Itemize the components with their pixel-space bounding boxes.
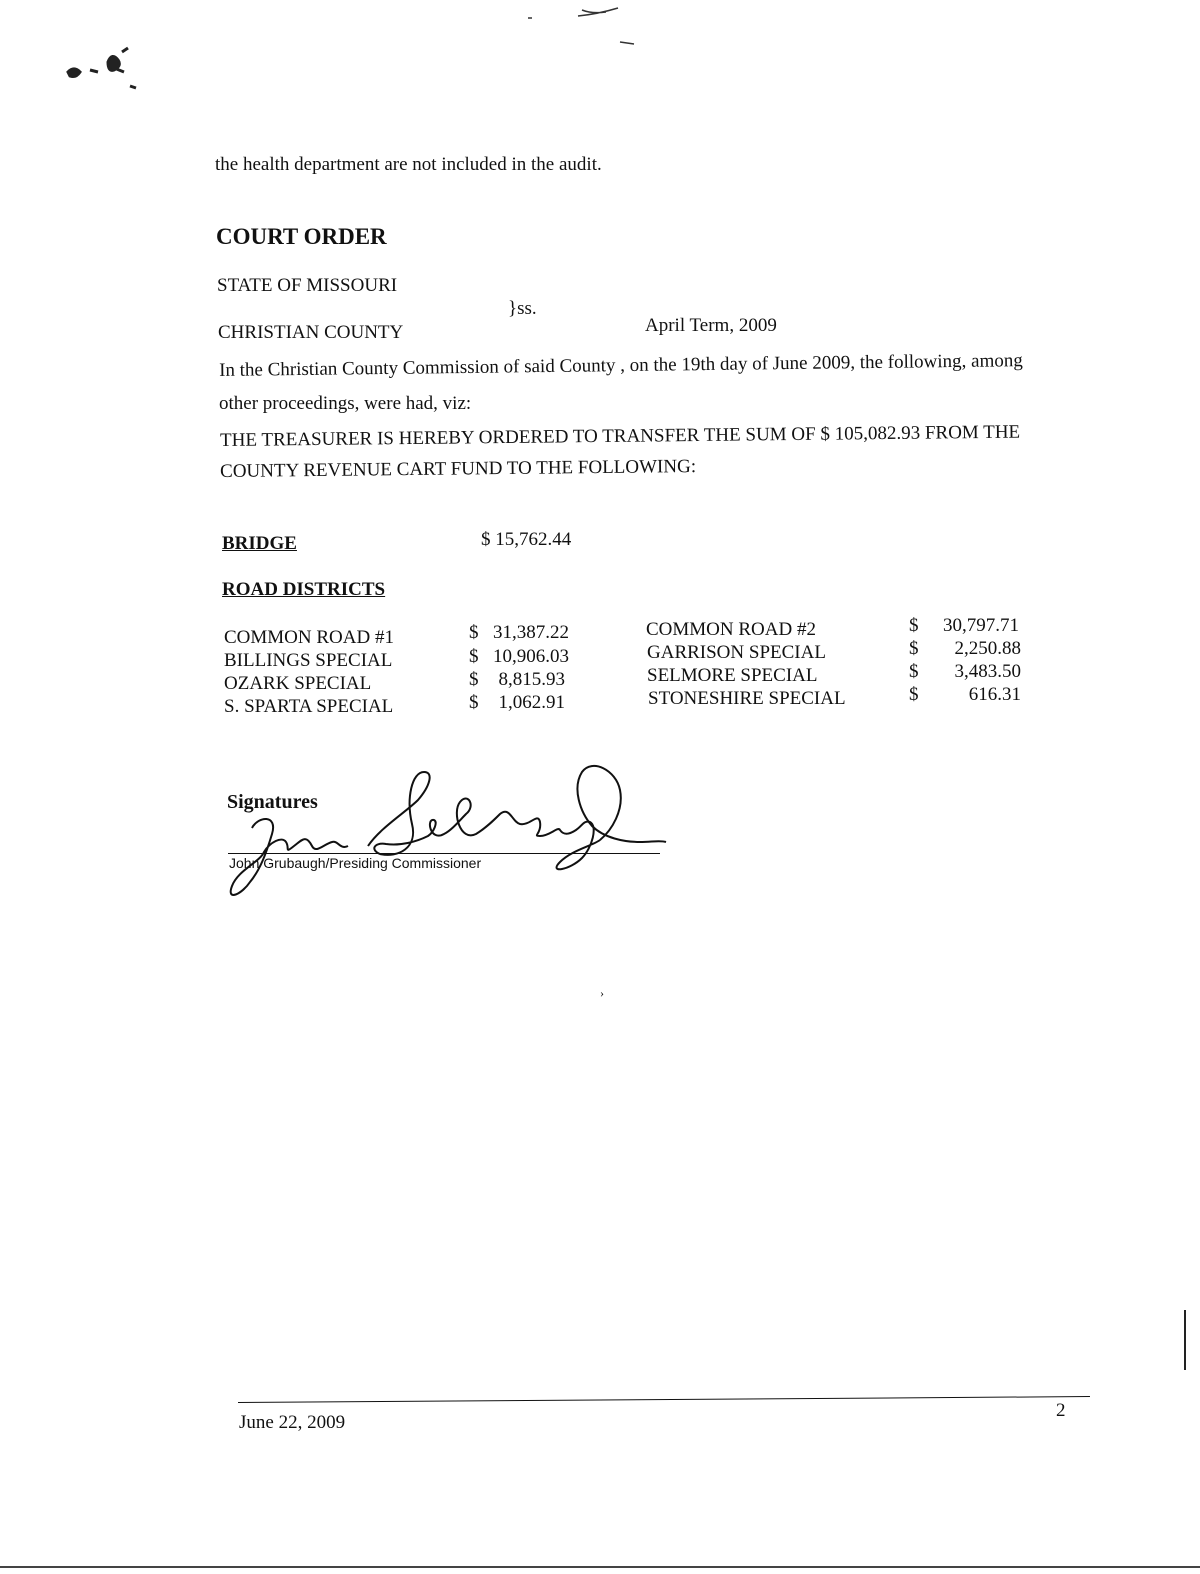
bridge-value: 15,762.44 <box>495 529 572 550</box>
scan-top-marks <box>520 2 650 52</box>
currency-sign: $ <box>469 669 479 690</box>
order-line-1: THE TREASURER IS HEREBY ORDERED TO TRANSFER THE SUM OF $ 105,082.93 FROM THE <box>220 421 1021 451</box>
amount-value: 1,062.91 <box>498 692 565 713</box>
currency-sign: $ <box>469 692 479 713</box>
district-right-2-name: GARRISON SPECIAL <box>647 642 826 663</box>
currency-sign: $ <box>469 622 479 643</box>
footer-date: June 22, 2009 <box>239 1412 346 1433</box>
state-line: STATE OF MISSOURI <box>217 275 398 296</box>
amount-value: 30,797.71 <box>943 615 1019 636</box>
order-line-2: COUNTY REVENUE CART FUND TO THE FOLLOWING: <box>220 456 697 482</box>
district-left-3-amount <box>469 669 565 693</box>
amount-value: 10,906.03 <box>493 646 569 667</box>
currency-sign: $ <box>909 661 919 682</box>
currency-sign: $ <box>909 615 919 636</box>
handwritten-signature <box>220 750 680 910</box>
amount-value: 616.31 <box>968 684 1021 705</box>
ss-bracket: }ss. <box>508 298 537 319</box>
preamble-line-1: In the Christian County Commission of said County , on the 19th day of June 2009, the following, among <box>219 350 1023 381</box>
district-left-4-amount <box>469 692 565 716</box>
district-left-3-name: OZARK SPECIAL <box>224 673 372 694</box>
district-right-4-amount <box>909 684 1021 708</box>
district-left-2-name: BILLINGS SPECIAL <box>224 650 393 671</box>
scan-bottom-edge <box>0 1566 1200 1568</box>
amount-value: 2,250.88 <box>954 638 1021 659</box>
signatures-label: Signatures <box>227 791 318 813</box>
page-number: 2 <box>1056 1400 1066 1421</box>
district-right-1-amount <box>909 615 1019 639</box>
district-right-2-amount <box>909 638 1021 662</box>
district-right-3-name: SELMORE SPECIAL <box>647 665 818 686</box>
currency-sign: $ <box>909 684 919 705</box>
scan-edge-mark <box>1184 1310 1186 1370</box>
district-left-2-amount <box>469 646 569 670</box>
scan-speck: › <box>600 986 604 1000</box>
court-order-heading: COURT ORDER <box>216 224 387 249</box>
currency-sign: $ <box>469 646 479 667</box>
amount-value: 31,387.22 <box>493 622 569 643</box>
bridge-amount <box>481 529 571 551</box>
amount-value: 3,483.50 <box>954 661 1021 682</box>
district-left-1-amount <box>469 622 569 646</box>
district-right-3-amount <box>909 661 1021 685</box>
district-right-1-name: COMMON ROAD #2 <box>646 619 816 640</box>
bridge-currency: $ <box>481 529 491 550</box>
preamble-line-2: other proceedings, were had, viz: <box>219 393 472 414</box>
county-line: CHRISTIAN COUNTY <box>218 322 404 343</box>
scan-speckle-marks <box>60 40 160 100</box>
intro-line: the health department are not included in the audit. <box>215 154 602 175</box>
footer-rule <box>238 1396 1090 1419</box>
signer-caption: John Grubaugh/Presiding Commissioner <box>229 855 482 871</box>
amount-value: 8,815.93 <box>498 669 565 690</box>
district-left-4-name: S. SPARTA SPECIAL <box>224 696 394 717</box>
district-right-4-name: STONESHIRE SPECIAL <box>648 688 846 709</box>
road-districts-heading: ROAD DISTRICTS <box>222 579 386 600</box>
currency-sign: $ <box>909 638 919 659</box>
term-line: April Term, 2009 <box>645 315 777 336</box>
district-left-1-name: COMMON ROAD #1 <box>224 627 394 648</box>
bridge-label: BRIDGE <box>222 533 297 554</box>
